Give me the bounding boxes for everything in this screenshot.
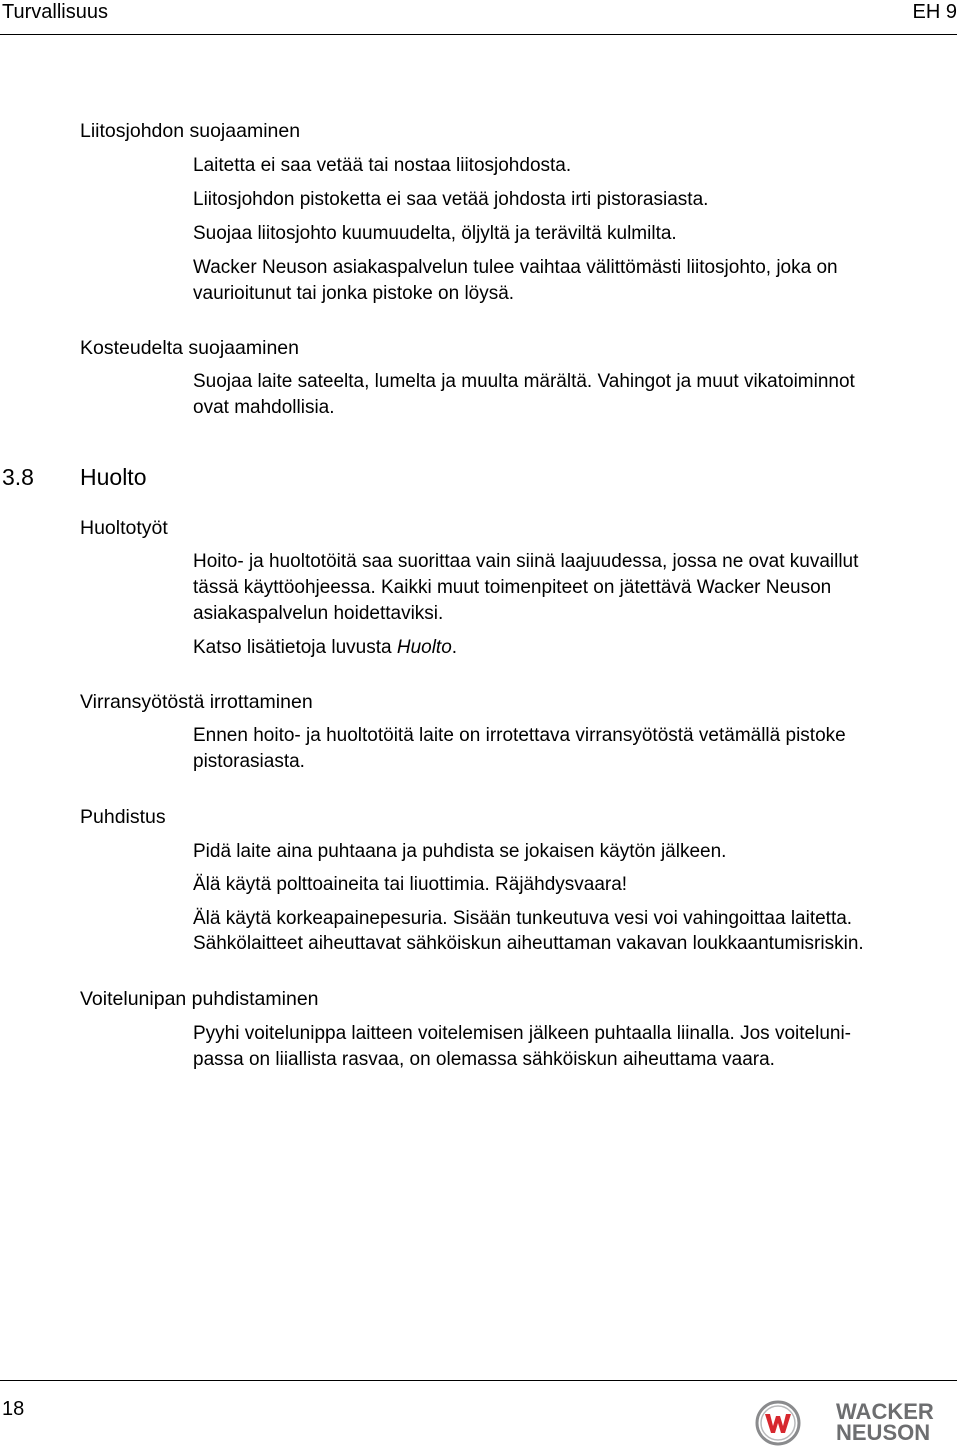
text-line: Älä käytä polttoaineita tai liuottimia. Räjähdysvaara! — [193, 874, 628, 895]
text-line: Hoito- ja huoltotöitä saa suorittaa vain siinä laajuudessa, jossa ne ovat kuvaillut — [193, 551, 859, 572]
chapter-title: Huolto — [80, 464, 147, 490]
text-line: Suojaa laite sateelta, lumelta ja muulta märältä. Vahingot ja muut vikatoiminnot — [193, 371, 855, 392]
chapter-number: 3.8 — [2, 464, 34, 490]
heading-kosteus: Kosteudelta suojaaminen — [80, 337, 299, 359]
text-line: pistorasiasta. — [193, 751, 305, 772]
reference-prefix: Katso lisätietoja luvusta — [193, 637, 397, 658]
header-model-name: EH 9 — [912, 1, 957, 23]
reference-link: Huolto — [396, 637, 452, 658]
reference-line — [193, 635, 959, 661]
logo-wordmark — [836, 1401, 934, 1443]
heading-liitosjohto: Liitosjohdon suojaaminen — [80, 120, 301, 142]
heading-voitelunippa: Voitelunipan puhdistaminen — [80, 988, 319, 1010]
text-line: vaurioitunut tai jonka pistoke on löysä. — [193, 283, 515, 304]
logo-line-2: NEUSON — [836, 1420, 931, 1445]
logo-line-1: WACKER — [836, 1399, 934, 1424]
text-line: Sähkölaitteet aiheuttavat sähköiskun aiheuttaman vakavan loukkaantumisriskin. — [193, 933, 864, 954]
text-line: Suojaa liitosjohto kuumuudelta, öljyltä ja teräviltä kulmilta. — [193, 223, 677, 244]
text-line: passa on liiallista rasvaa, on olemassa sähköiskun aiheuttama vaara. — [193, 1049, 775, 1070]
header-section-title: Turvallisuus — [2, 1, 108, 23]
reference-suffix: . — [451, 637, 458, 658]
text-line: Älä käytä korkeapainepesuria. Sisään tunkeutuva vesi voi vahingoittaa laitetta. — [193, 908, 853, 929]
heading-puhdistus: Puhdistus — [80, 806, 166, 828]
text-line: asiakaspalvelun hoidettaviksi. — [193, 603, 444, 624]
heading-virransyotto: Virransyötöstä irrottaminen — [80, 691, 313, 713]
logo-emblem-icon — [752, 1397, 812, 1447]
heading-huoltotyot: Huoltotyöt — [80, 517, 168, 539]
wacker-neuson-logo — [752, 1397, 960, 1447]
text-line: Laitetta ei saa vetää tai nostaa liitosjohdosta. — [193, 155, 572, 176]
text-line: ovat mahdollisia. — [193, 397, 335, 418]
text-line: tässä käyttöohjeessa. Kaikki muut toimenpiteet on jätettävä Wacker Neuson — [193, 577, 832, 598]
page-header — [0, 0, 960, 36]
footer-divider — [0, 1380, 957, 1381]
page-number: 18 — [2, 1398, 25, 1420]
text-line: Pidä laite aina puhtaana ja puhdista se jokaisen käytön jälkeen. — [193, 841, 727, 862]
header-divider — [0, 34, 957, 35]
text-line: Pyyhi voitelunippa laitteen voitelemisen jälkeen puhtaalla liinalla. Jos voiteluni- — [193, 1023, 851, 1044]
text-line: Ennen hoito- ja huoltotöitä laite on irrotettava virransyötöstä vetämällä pistoke — [193, 725, 846, 746]
text-line: Liitosjohdon pistoketta ei saa vetää johdosta irti pistorasiasta. — [193, 189, 709, 210]
text-line: Wacker Neuson asiakaspalvelun tulee vaihtaa välittömästi liitosjohto, joka on — [193, 257, 838, 278]
